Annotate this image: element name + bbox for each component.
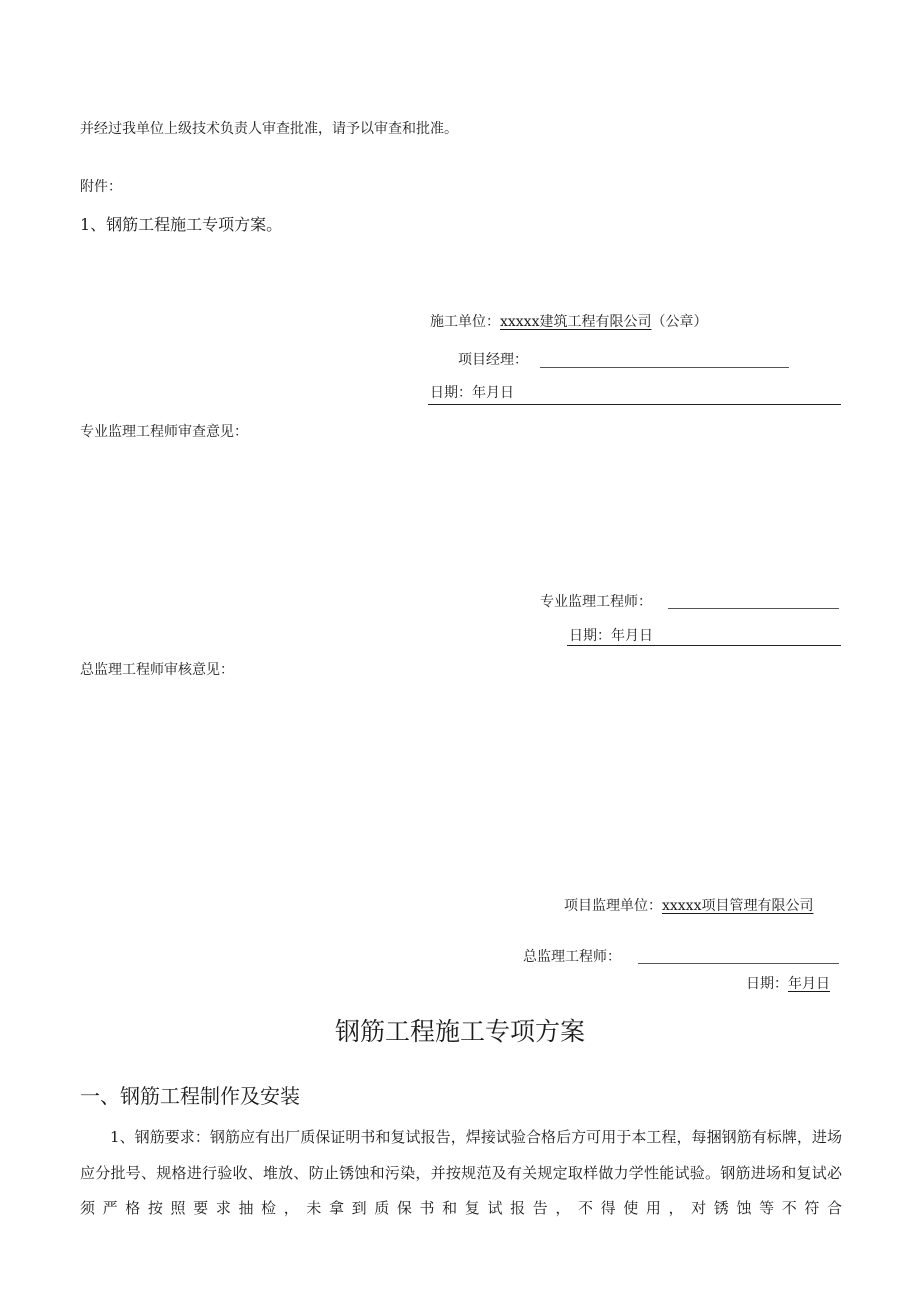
chief-date [746, 974, 830, 994]
intro-line: 并经过我单位上级技术负责人审查批准，请予以审查和批准。 [80, 121, 458, 137]
contractor-date-label: 日期： [430, 385, 472, 401]
chief-date-value: 年月日 [788, 976, 830, 992]
contractor-unit-name: xxxxx建筑工程有限公司 [500, 314, 652, 330]
supervision-unit-name: xxxxx项目管理有限公司 [662, 898, 814, 914]
contractor-date [430, 383, 514, 403]
chief-signature-line[interactable] [638, 963, 839, 964]
supervision-unit-label: 项目监理单位： [564, 898, 662, 914]
project-manager-label: 项目经理： [458, 352, 528, 368]
contractor-date-rule [428, 404, 841, 405]
engineer-date-value: 年月日 [611, 628, 653, 644]
contractor-block [430, 312, 707, 332]
plan-title: 钢筋工程施工专项方案 [334, 1017, 585, 1046]
engineer-date-rule [567, 645, 841, 646]
engineer-date-label: 日期： [569, 628, 611, 644]
attachment-item: 1、钢筋工程施工专项方案。 [80, 215, 283, 234]
chief-date-label: 日期： [746, 976, 788, 992]
plan-paragraph: 1、钢筋要求：钢筋应有出厂质保证明书和复试报告，焊接试验合格后方可用于本工程，每捆钢筋有标牌，进场应分批号、规格进行验收、堆放、防止锈蚀和污染，并按规范及有关规定取样做力学性能试验。钢筋进场和复试必须严格按照要求抽检，未拿到质保书和复试报告，不得使用，对锈蚀等不符合 [80, 1128, 842, 1217]
supervision-unit [564, 896, 813, 916]
chief-signer-label: 总监理工程师： [523, 949, 621, 965]
contractor-unit-label: 施工单位： [430, 314, 500, 330]
engineer-signer-label: 专业监理工程师： [540, 594, 652, 610]
contractor-date-value: 年月日 [472, 385, 514, 401]
project-manager-signature-line[interactable] [540, 367, 789, 368]
engineer-review-heading: 专业监理工程师审查意见： [80, 424, 248, 440]
attachment-label: 附件： [80, 179, 122, 195]
section-heading: 一、钢筋工程制作及安装 [80, 1084, 300, 1108]
engineer-signature-line[interactable] [668, 608, 839, 609]
chief-review-heading: 总监理工程师审核意见： [80, 662, 234, 678]
engineer-date [569, 626, 653, 646]
seal-note: （公章） [651, 314, 708, 330]
